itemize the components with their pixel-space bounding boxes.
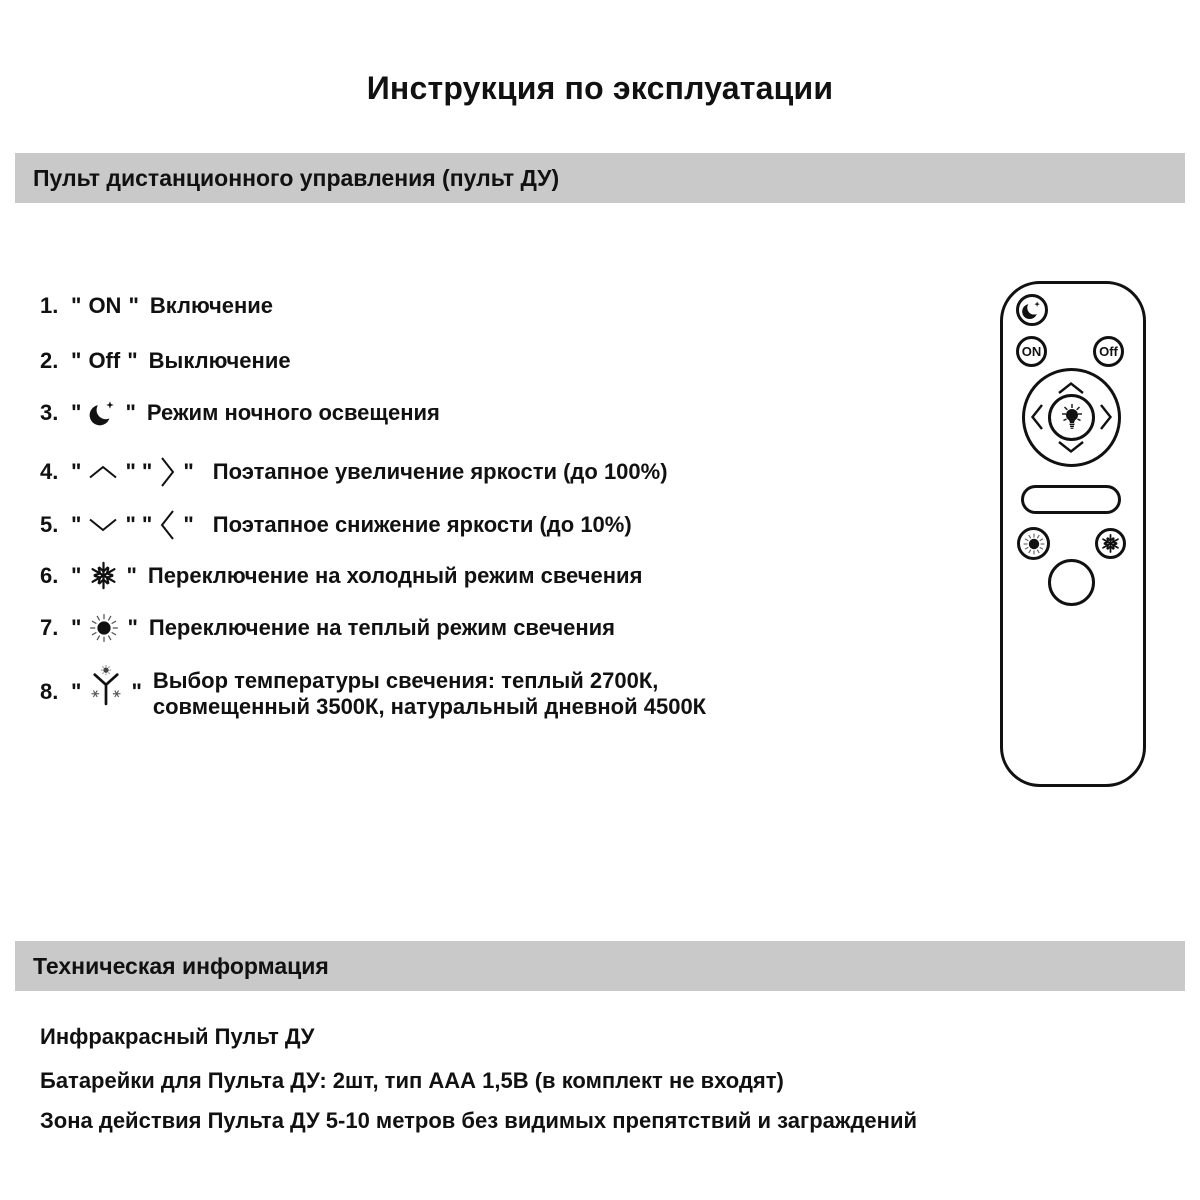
item-number: 7. bbox=[40, 615, 59, 640]
quote-mark: " bbox=[183, 459, 194, 484]
quote-mark: " bbox=[71, 615, 82, 640]
chevron-left-icon bbox=[1030, 402, 1044, 432]
chevron-down-icon bbox=[88, 517, 118, 533]
item-number: 3. bbox=[40, 400, 59, 425]
item-description: Поэтапное снижение яркости (до 10%) bbox=[212, 512, 632, 537]
on-button-label: ON bbox=[1021, 344, 1042, 359]
quote-mark: " bbox=[125, 459, 136, 484]
chevron-down-icon bbox=[1056, 440, 1086, 454]
item-description bbox=[153, 668, 913, 720]
list-item bbox=[40, 293, 273, 319]
quote-mark: " bbox=[125, 512, 136, 537]
on-button bbox=[1016, 336, 1047, 367]
quote-mark: " bbox=[71, 459, 82, 484]
section-header-tech bbox=[15, 941, 1185, 991]
chevron-right-icon bbox=[1099, 402, 1113, 432]
quote-mark: " bbox=[71, 400, 82, 425]
quote-mark: " bbox=[128, 293, 139, 318]
remote-control-figure bbox=[1000, 281, 1146, 787]
list-item bbox=[40, 348, 291, 374]
section-header-remote-label: Пульт дистанционного управления (пульт ДУ) bbox=[33, 164, 560, 191]
quote-mark: " bbox=[131, 679, 142, 704]
item-number: 8. bbox=[40, 679, 59, 704]
item-number: 5. bbox=[40, 512, 59, 537]
list-item bbox=[40, 612, 615, 644]
chevron-up-icon bbox=[88, 464, 118, 480]
cold-mode-button bbox=[1095, 528, 1126, 559]
list-item bbox=[40, 455, 668, 489]
memory-button bbox=[1021, 485, 1121, 514]
quote-mark: " bbox=[126, 562, 137, 588]
item-number: 4. bbox=[40, 459, 59, 484]
quote-mark: " bbox=[71, 679, 82, 704]
tech-info-line: Батарейки для Пульта ДУ: 2шт, тип ААА 1,5В (в комплект не входят) bbox=[40, 1068, 784, 1093]
on-button-label: ON bbox=[88, 293, 122, 318]
item-description: Режим ночного освещения bbox=[146, 400, 440, 425]
item-number: 2. bbox=[40, 348, 59, 373]
sun-icon bbox=[88, 612, 120, 644]
chevron-up-icon bbox=[1056, 381, 1086, 395]
item-description: Переключение на теплый режим свечения bbox=[148, 615, 616, 640]
quote-mark: " bbox=[183, 512, 194, 537]
tech-info-line: Инфракрасный Пульт ДУ bbox=[40, 1024, 315, 1049]
quote-mark: " bbox=[141, 512, 153, 537]
list-item bbox=[40, 560, 642, 591]
quote-mark: " bbox=[127, 615, 138, 640]
chevron-right-icon bbox=[159, 455, 176, 489]
tech-info-line: Зона действия Пульта ДУ 5-10 метров без видимых препятствий и заграждений bbox=[40, 1108, 918, 1133]
moon-star-icon bbox=[88, 398, 118, 428]
section-header-remote bbox=[15, 153, 1185, 203]
quote-mark: " bbox=[127, 348, 138, 373]
sun-icon bbox=[1022, 532, 1046, 556]
quote-mark: " bbox=[125, 400, 136, 425]
quote-mark: " bbox=[71, 562, 82, 588]
off-button-label: Off bbox=[1099, 344, 1118, 359]
item-description: Переключение на холодный режим свечения bbox=[147, 562, 643, 588]
item-description: Поэтапное увеличение яркости (до 100%) bbox=[212, 459, 668, 484]
item-number: 6. bbox=[40, 562, 59, 588]
color-temperature-icon bbox=[88, 665, 124, 709]
snowflake-icon bbox=[1100, 533, 1121, 554]
section-header-tech-label: Техническая информация bbox=[33, 952, 329, 979]
night-mode-button bbox=[1016, 294, 1048, 326]
list-item bbox=[40, 398, 440, 428]
list-item bbox=[40, 508, 632, 542]
off-button-label: Off bbox=[88, 348, 121, 373]
item-description-line2: совмещенный 3500К, натуральный дневной 4500К bbox=[152, 694, 707, 719]
item-description-line1: Выбор температуры свечения: теплый 2700К, bbox=[152, 668, 659, 693]
list-item bbox=[40, 665, 913, 720]
quote-mark: " bbox=[71, 293, 82, 318]
light-bulb-icon bbox=[1055, 401, 1089, 435]
page-title: Инструкция по эксплуатации bbox=[366, 70, 834, 106]
light-button bbox=[1048, 394, 1095, 441]
warm-mode-button bbox=[1017, 527, 1050, 560]
extra-round-button bbox=[1048, 559, 1095, 606]
moon-star-icon bbox=[1021, 299, 1043, 321]
quote-mark: " bbox=[141, 459, 153, 484]
off-button bbox=[1093, 336, 1124, 367]
quote-mark: " bbox=[71, 348, 82, 373]
snowflake-icon bbox=[88, 560, 119, 591]
item-number: 1. bbox=[40, 293, 59, 318]
item-description: Выключение bbox=[148, 348, 291, 373]
quote-mark: " bbox=[71, 512, 82, 537]
item-description: Включение bbox=[149, 293, 274, 318]
chevron-left-icon bbox=[159, 508, 176, 542]
